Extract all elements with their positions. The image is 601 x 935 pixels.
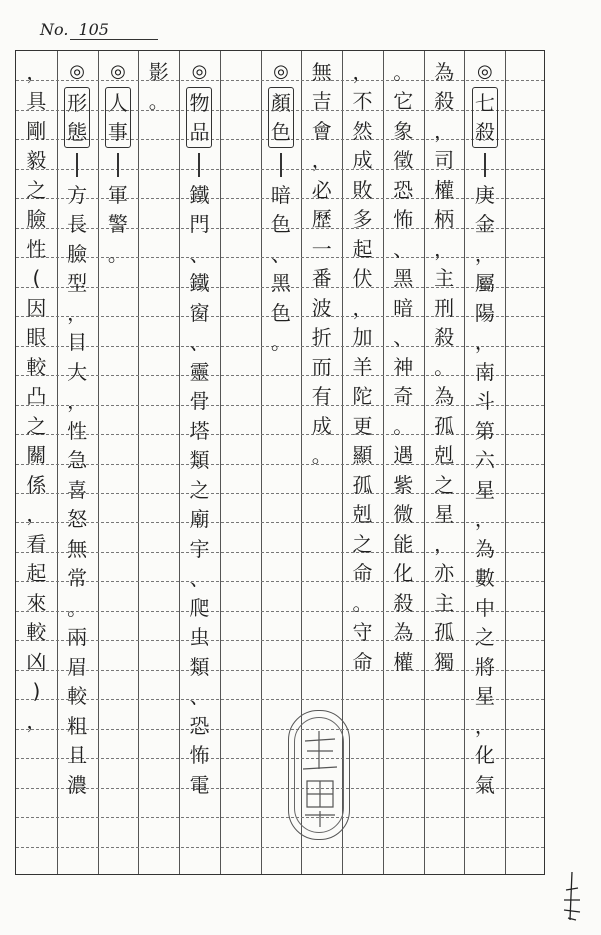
heading-char: 殺: [474, 120, 495, 145]
text-char: 獨: [434, 649, 455, 674]
text-char: 、: [271, 241, 291, 266]
text-char: 敗: [352, 177, 373, 202]
section-heading: [186, 87, 212, 148]
text-char: 能: [393, 531, 414, 556]
text-column-c12: [21, 57, 51, 869]
text-char: 具: [26, 89, 47, 114]
text-char: 孤: [352, 472, 373, 497]
text-char: 必: [311, 177, 332, 202]
page-number: [40, 20, 158, 40]
text-char: 屬: [474, 271, 495, 296]
text-char: 之: [352, 531, 373, 556]
text-char: 爬: [189, 595, 210, 620]
text-char: ，: [26, 502, 47, 527]
heading-char: 色: [271, 120, 291, 145]
text-char: ，: [67, 300, 88, 325]
text-char: 之: [434, 472, 455, 497]
text-char: 係: [26, 472, 47, 497]
text-char: ，: [26, 59, 47, 84]
grid-column-line: [220, 51, 221, 874]
text-char: 窗: [189, 300, 210, 325]
text-char: 警: [107, 212, 128, 237]
text-char: ，: [474, 330, 495, 355]
text-char: 亦: [434, 561, 455, 586]
text-char: 司: [434, 148, 455, 173]
manuscript-grid: [15, 50, 545, 875]
text-char: 臉: [67, 241, 88, 266]
grid-column-line: [383, 51, 384, 874]
text-char: 類: [189, 448, 210, 473]
text-char: 一: [311, 236, 332, 261]
text-char: 伏: [352, 266, 373, 291]
grid-column-line: [179, 51, 180, 874]
text-char: 權: [434, 177, 455, 202]
text-char: 命: [352, 649, 373, 674]
text-char: 濃: [67, 772, 88, 797]
text-char: 型: [67, 271, 88, 296]
text-char: ，: [311, 148, 332, 173]
text-char: 臉: [26, 207, 47, 232]
text-char: 目: [67, 330, 88, 355]
text-char: 成: [352, 148, 373, 173]
heading-dash: [117, 153, 119, 177]
text-char: 歷: [311, 207, 332, 232]
text-char: 南: [474, 359, 495, 384]
text-char: 。: [107, 241, 128, 266]
grid-column-line: [464, 51, 465, 874]
text-char: 它: [393, 89, 414, 114]
text-char: 斗: [474, 389, 495, 414]
heading-dash: [76, 153, 78, 177]
bullet-icon: ◎: [476, 61, 493, 82]
text-char: 。: [393, 413, 414, 438]
grid-column-line: [98, 51, 99, 874]
text-char: 遇: [393, 443, 414, 468]
text-char: 徵: [393, 148, 414, 173]
text-char: 粗: [67, 713, 88, 738]
text-char: ，: [67, 389, 88, 414]
text-char: 凶: [26, 649, 47, 674]
text-char: 紫: [393, 472, 414, 497]
text-char: 庚: [474, 182, 495, 207]
text-char: 星: [474, 684, 495, 709]
text-char: 為: [393, 620, 414, 645]
section-heading: [64, 87, 90, 148]
text-char: 多: [352, 207, 373, 232]
text-char: 毅: [26, 148, 47, 173]
text-char: 方: [67, 182, 88, 207]
text-char: 不: [352, 89, 373, 114]
text-char: 、: [393, 236, 414, 261]
text-char: 將: [474, 654, 495, 679]
text-char: 門: [189, 212, 210, 237]
text-char: 主: [434, 590, 455, 615]
text-char: 無: [67, 536, 88, 561]
text-char: 且: [67, 743, 88, 768]
text-char: 常: [67, 566, 88, 591]
text-char: 而: [311, 354, 332, 379]
text-char: 。: [434, 354, 455, 379]
text-column-c11: [62, 57, 92, 869]
text-char: 無: [311, 59, 332, 84]
text-char: ，: [26, 708, 47, 733]
bullet-icon: ◎: [273, 61, 289, 82]
text-char: 靈: [189, 359, 210, 384]
text-char: 之: [26, 177, 47, 202]
text-char: 六: [474, 448, 495, 473]
text-char: 色: [271, 300, 291, 325]
heading-char: 事: [107, 120, 128, 145]
text-char: 之: [189, 477, 210, 502]
text-column-c9: [144, 57, 174, 869]
bullet-icon: ◎: [110, 61, 126, 82]
text-char: ): [32, 679, 41, 704]
heading-char: 人: [107, 90, 128, 115]
text-char: 骨: [189, 389, 210, 414]
text-char: 暗: [393, 295, 414, 320]
text-char: 有: [311, 384, 332, 409]
text-char: 。: [148, 89, 169, 114]
text-char: 柄: [434, 207, 455, 232]
text-char: 之: [26, 413, 47, 438]
text-char: 。: [311, 443, 332, 468]
heading-char: 七: [474, 90, 495, 115]
text-char: 星: [434, 502, 455, 527]
text-char: 、: [393, 325, 414, 350]
text-char: 折: [311, 325, 332, 350]
text-char: 金: [474, 212, 495, 237]
text-char: ，: [434, 118, 455, 143]
text-char: 命: [352, 561, 373, 586]
page-number-prefix: No.: [40, 20, 69, 39]
text-char: 主: [434, 266, 455, 291]
text-char: 孤: [434, 413, 455, 438]
text-char: 喜: [67, 477, 88, 502]
text-char: 為: [434, 384, 455, 409]
text-char: 起: [26, 561, 47, 586]
text-char: 剋: [434, 443, 455, 468]
heading-dash: [198, 153, 200, 177]
text-char: 中: [474, 595, 495, 620]
heading-char: 形: [67, 90, 88, 115]
text-char: 、: [189, 566, 210, 591]
text-char: 殺: [393, 590, 414, 615]
page-number-value: 105: [70, 20, 158, 40]
text-char: ，: [474, 713, 495, 738]
text-char: 殺: [434, 89, 455, 114]
text-column-c2: [429, 57, 459, 869]
text-char: 會: [311, 118, 332, 143]
text-char: 起: [352, 236, 373, 261]
text-char: 更: [352, 413, 373, 438]
text-char: ，: [352, 59, 373, 84]
heading-char: 物: [189, 90, 210, 115]
text-char: 色: [271, 212, 291, 237]
text-char: 大: [67, 359, 88, 384]
text-char: 廟: [189, 507, 210, 532]
text-char: 番: [311, 266, 332, 291]
text-char: 看: [26, 531, 47, 556]
section-heading: [268, 87, 294, 148]
text-char: 波: [311, 295, 332, 320]
text-char: 孤: [434, 620, 455, 645]
text-char: 急: [67, 448, 88, 473]
text-char: 影: [148, 59, 169, 84]
text-char: 恐: [189, 713, 210, 738]
text-char: 塔: [189, 418, 210, 443]
text-char: 關: [26, 443, 47, 468]
text-char: 吉: [311, 89, 332, 114]
text-char: 。: [393, 59, 414, 84]
heading-char: 品: [189, 120, 210, 145]
grid-column-line: [261, 51, 262, 874]
text-char: ，: [474, 241, 495, 266]
text-char: 凸: [26, 384, 47, 409]
text-char: 鐵: [189, 271, 210, 296]
seal-stamp: [288, 710, 350, 840]
text-column-c1: [470, 57, 500, 869]
text-char: 較: [26, 354, 47, 379]
section-heading: [105, 87, 131, 148]
margin-scribble: [558, 870, 586, 925]
text-char: 虫: [189, 625, 210, 650]
text-column-c4: [348, 57, 378, 869]
text-char: 顯: [352, 443, 373, 468]
text-char: 為: [474, 536, 495, 561]
grid-column-line: [138, 51, 139, 874]
text-char: 神: [393, 354, 414, 379]
text-char: ，: [474, 507, 495, 532]
text-char: 宇: [189, 536, 210, 561]
text-char: 守: [352, 620, 373, 645]
text-char: 。: [67, 595, 88, 620]
text-char: 奇: [393, 384, 414, 409]
text-char: 、: [189, 684, 210, 709]
text-char: 成: [311, 413, 332, 438]
text-char: 陽: [474, 300, 495, 325]
text-char: 氣: [474, 772, 495, 797]
text-char: 黑: [393, 266, 414, 291]
text-char: 較: [26, 620, 47, 645]
text-char: 來: [26, 590, 47, 615]
text-char: 恐: [393, 177, 414, 202]
text-char: 殺: [434, 325, 455, 350]
text-char: 星: [474, 477, 495, 502]
heading-char: 顏: [271, 90, 291, 115]
grid-column-line: [424, 51, 425, 874]
bullet-icon: ◎: [69, 61, 85, 82]
grid-column-line: [505, 51, 506, 874]
text-char: 第: [474, 418, 495, 443]
text-char: 較: [67, 684, 88, 709]
text-char: (: [32, 266, 41, 291]
text-char: 暗: [271, 182, 291, 207]
text-char: 加: [352, 325, 373, 350]
text-char: 怖: [189, 743, 210, 768]
text-char: 之: [474, 625, 495, 650]
text-char: 眉: [67, 654, 88, 679]
bullet-icon: ◎: [191, 61, 208, 82]
text-char: ，: [434, 236, 455, 261]
text-char: 數: [474, 566, 495, 591]
text-char: 。: [271, 330, 291, 355]
text-char: 眼: [26, 325, 47, 350]
text-column-c3: [388, 57, 418, 869]
heading-dash: [280, 153, 282, 177]
text-char: 、: [189, 241, 210, 266]
text-char: 為: [434, 59, 455, 84]
text-char: 、: [189, 330, 210, 355]
text-char: 陀: [352, 384, 373, 409]
text-char: 怖: [393, 207, 414, 232]
heading-char: 態: [67, 120, 88, 145]
text-char: ，: [434, 531, 455, 556]
text-char: 長: [67, 212, 88, 237]
text-char: 剋: [352, 502, 373, 527]
text-char: 。: [352, 590, 373, 615]
text-char: 電: [189, 772, 210, 797]
text-char: 象: [393, 118, 414, 143]
section-heading: [472, 87, 498, 148]
text-char: 兩: [67, 625, 88, 650]
text-char: 化: [393, 561, 414, 586]
text-char: 然: [352, 118, 373, 143]
text-column-c8: [184, 57, 214, 869]
text-column-c7: [225, 57, 255, 869]
text-char: 化: [474, 743, 495, 768]
text-char: 類: [189, 654, 210, 679]
grid-column-line: [57, 51, 58, 874]
text-char: 怒: [67, 507, 88, 532]
text-char: 微: [393, 502, 414, 527]
text-char: 因: [26, 295, 47, 320]
text-char: 軍: [107, 182, 128, 207]
text-column-c10: [103, 57, 133, 869]
text-char: 性: [26, 236, 47, 261]
text-char: 權: [393, 649, 414, 674]
text-char: 黑: [271, 271, 291, 296]
text-char: 性: [67, 418, 88, 443]
heading-dash: [484, 153, 486, 177]
text-char: 羊: [352, 354, 373, 379]
text-char: 刑: [434, 295, 455, 320]
text-char: ，: [352, 295, 373, 320]
text-char: 鐵: [189, 182, 210, 207]
text-char: 剛: [26, 118, 47, 143]
